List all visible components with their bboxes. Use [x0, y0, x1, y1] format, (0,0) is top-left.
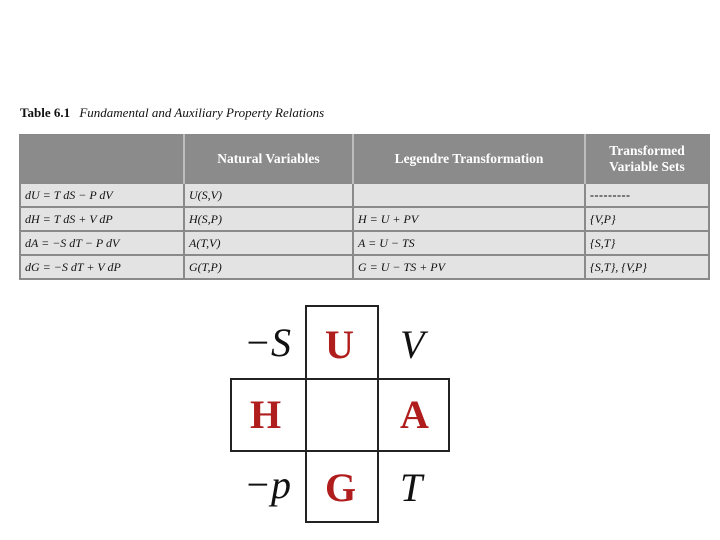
- cell-relation: dA = −S dT − P dV: [20, 231, 184, 255]
- label-neg-p: −p: [244, 462, 291, 507]
- label-u: U: [325, 322, 354, 367]
- table-number: Table 6.1: [20, 105, 71, 120]
- thermodynamic-square: [230, 305, 450, 523]
- cell-variable-sets: ---------: [585, 183, 709, 207]
- header-legendre-transformation: Legendre Transformation: [353, 135, 585, 183]
- label-neg-s: −S: [244, 320, 291, 365]
- header-natural-variables: Natural Variables: [184, 135, 353, 183]
- cell-relation: dG = −S dT + V dP: [20, 255, 184, 279]
- cell-natural-variables: U(S,V): [184, 183, 353, 207]
- label-t: T: [400, 465, 423, 510]
- property-relations-table: [19, 134, 710, 280]
- cell-variable-sets: {S,T}, {V,P}: [585, 255, 709, 279]
- cell-natural-variables: H(S,P): [184, 207, 353, 231]
- label-h: H: [250, 392, 282, 437]
- header-relation: [20, 135, 184, 183]
- cell-variable-sets: {V,P}: [585, 207, 709, 231]
- table-row: [20, 255, 709, 279]
- cell-legendre: [353, 183, 585, 207]
- header-transformed-variable-sets: Transformed Variable Sets: [585, 135, 709, 183]
- table-header-row: [20, 135, 709, 183]
- table-row: [20, 207, 709, 231]
- cell-natural-variables: G(T,P): [184, 255, 353, 279]
- label-v: V: [400, 322, 425, 367]
- cell-legendre: G = U − TS + PV: [353, 255, 585, 279]
- cell-legendre: A = U − TS: [353, 231, 585, 255]
- table-title: Fundamental and Auxiliary Property Relations: [79, 105, 325, 120]
- table-caption: [20, 105, 324, 121]
- table-row: [20, 231, 709, 255]
- cell-legendre: H = U + PV: [353, 207, 585, 231]
- label-a: A: [400, 392, 429, 437]
- cell-natural-variables: A(T,V): [184, 231, 353, 255]
- cell-relation: dH = T dS + V dP: [20, 207, 184, 231]
- table-row: [20, 183, 709, 207]
- cell-relation: dU = T dS − P dV: [20, 183, 184, 207]
- cell-variable-sets: {S,T}: [585, 231, 709, 255]
- label-g: G: [325, 465, 357, 510]
